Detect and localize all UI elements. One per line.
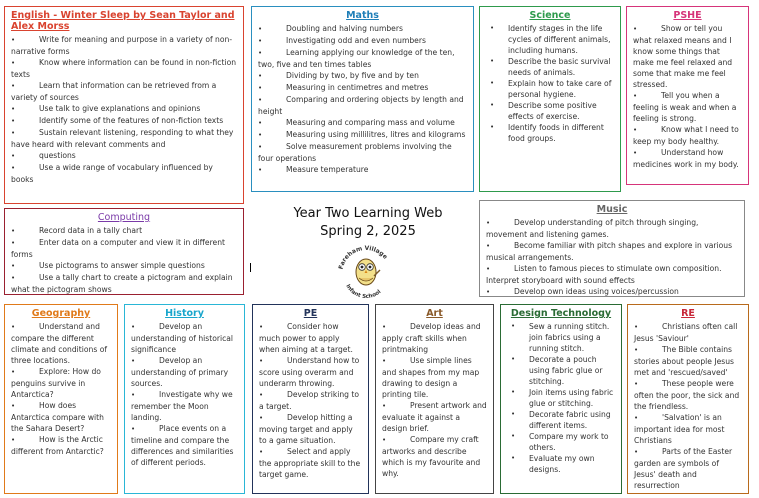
bullet-icon: •	[486, 288, 491, 296]
science-item-text: Describe some positive effects of exercise.	[508, 101, 597, 121]
bullet-icon: •	[11, 436, 16, 444]
pshe-item	[633, 124, 742, 147]
computing-item	[11, 225, 237, 237]
bullet-icon: •	[259, 357, 264, 365]
pshe-title: PSHE	[673, 10, 702, 21]
bullet-icon: •	[490, 123, 495, 131]
maths-item	[258, 164, 467, 176]
art-item	[382, 400, 487, 434]
pe-list	[259, 321, 362, 480]
art-item-text: Compare my craft artworks and describe which is my favourite and why.	[382, 435, 481, 478]
maths-item	[258, 47, 467, 70]
maths-item	[258, 82, 467, 94]
bullet-icon: •	[490, 57, 495, 65]
pe-panel	[252, 304, 369, 494]
geography-item-text: Explore: How do penguins survive in Antarctica?	[11, 367, 101, 399]
dt-panel	[500, 304, 622, 494]
dt-item-text: Decorate fabric using different items.	[529, 410, 611, 430]
bullet-icon: •	[259, 448, 264, 456]
history-item-text: Place events on a timeline and compare the differences and similarities of different periods.	[131, 424, 234, 467]
pshe-list	[633, 23, 742, 170]
english-item	[11, 34, 237, 57]
bullet-icon: •	[634, 346, 639, 354]
music-item	[486, 217, 738, 240]
maths-item-text: Measuring in centimetres and metres	[286, 83, 429, 92]
computing-item-text: Use a tally chart to create a pictogram and explain what the pictogram shows	[11, 273, 233, 294]
re-title: RE	[681, 308, 695, 319]
bullet-icon: •	[131, 425, 136, 433]
bullet-icon: •	[382, 357, 387, 365]
bullet-icon: •	[486, 219, 491, 227]
bullet-icon: •	[258, 143, 263, 151]
english-item	[11, 127, 237, 150]
bullet-icon: •	[259, 414, 264, 422]
music-item	[486, 240, 738, 263]
bullet-icon: •	[11, 164, 16, 172]
bullet-icon: •	[258, 131, 263, 139]
geography-panel	[4, 304, 118, 494]
english-item-text: Use a wide range of vocabulary influenced by books	[11, 163, 213, 184]
computing-item	[11, 272, 237, 295]
pe-item-text: Understand how to score using overarm and underarm throwing.	[259, 356, 360, 388]
english-item-text: Use talk to give explanations and opinions	[39, 104, 201, 113]
bullet-icon: •	[11, 82, 16, 90]
pshe-panel	[626, 6, 749, 185]
science-item	[486, 56, 614, 78]
maths-item-text: Doubling and halving numbers	[286, 24, 403, 33]
bullet-icon: •	[258, 72, 263, 80]
geography-item	[11, 321, 111, 366]
bullet-icon: •	[382, 323, 387, 331]
science-item-text: Identify stages in the life cycles of different animals, including humans.	[508, 24, 611, 55]
maths-item	[258, 129, 467, 141]
bullet-icon: •	[131, 357, 136, 365]
computing-item-text: Record data in a tally chart	[39, 226, 143, 235]
bullet-icon: •	[511, 322, 516, 330]
dt-list	[507, 321, 615, 475]
bullet-icon: •	[258, 49, 263, 57]
page-title: Year Two Learning Web	[293, 206, 443, 221]
pshe-item-text: Tell you when a feeling is weak and when a feeling is strong.	[633, 91, 737, 123]
re-item-text: Parts of the Easter garden are symbols of Jesus' death and resurrection	[634, 447, 733, 490]
bullet-icon: •	[634, 323, 639, 331]
pe-item	[259, 355, 362, 389]
re-item	[634, 378, 742, 412]
science-list	[486, 23, 614, 144]
computing-item-text: Enter data on a computer and view it in different forms	[11, 238, 225, 259]
bullet-icon: •	[633, 92, 638, 100]
maths-item	[258, 141, 467, 164]
bullet-icon: •	[258, 84, 263, 92]
pe-title: PE	[303, 308, 318, 319]
bullet-icon: •	[382, 436, 387, 444]
art-item-text: Develop ideas and apply craft skills when printmaking	[382, 322, 481, 354]
art-item	[382, 355, 487, 400]
english-panel	[4, 6, 244, 204]
maths-item-text: Dividing by two, by five and by ten	[286, 71, 419, 80]
bullet-icon: •	[11, 129, 16, 137]
geography-item-text: How is the Arctic different from Antarctic?	[11, 435, 104, 456]
music-panel	[479, 200, 745, 297]
bullet-icon: •	[11, 152, 16, 160]
re-panel	[627, 304, 749, 494]
music-item-text: Develop understanding of pitch through singing, movement and listening games.	[486, 218, 699, 239]
dt-item	[507, 321, 615, 354]
dt-item	[507, 354, 615, 387]
science-item	[486, 78, 614, 100]
music-title: Music	[596, 204, 628, 215]
science-item	[486, 23, 614, 56]
english-item-text: questions	[39, 151, 76, 160]
dt-item-text: Compare my work to others.	[529, 432, 609, 452]
owl-logo-icon	[334, 240, 398, 298]
bullet-icon: •	[511, 454, 516, 462]
bullet-icon: •	[11, 262, 16, 270]
computing-list	[11, 225, 237, 295]
bullet-icon: •	[11, 368, 16, 376]
dt-item-text: Decorate a pouch using fabric glue or stitching.	[529, 355, 603, 386]
svg-text:Fareham Village: Fareham Village	[337, 244, 389, 271]
re-item	[634, 446, 742, 491]
maths-item	[258, 70, 467, 82]
bullet-icon: •	[11, 105, 16, 113]
geography-item	[11, 366, 111, 400]
dt-title: Design Technology	[510, 308, 612, 319]
computing-panel	[4, 208, 244, 295]
bullet-icon: •	[490, 79, 495, 87]
pe-item	[259, 446, 362, 480]
bullet-icon: •	[490, 24, 495, 32]
english-title: English - Winter Sleep by Sean Taylor and Alex Morss	[11, 10, 235, 32]
art-title: Art	[426, 308, 443, 319]
re-item	[634, 412, 742, 446]
art-item-text: Present artwork and evaluate it against a design brief.	[382, 401, 487, 433]
history-item-text: Investigate why we remember the Moon landing.	[131, 390, 233, 422]
dt-item	[507, 409, 615, 431]
computing-item-text: Use pictograms to answer simple questions	[39, 261, 205, 270]
bullet-icon: •	[11, 227, 16, 235]
history-title: History	[165, 308, 204, 319]
pe-item	[259, 389, 362, 412]
pshe-item-text: Show or tell you what relaxed means and I know some things that make me feel relaxed and some that make me feel stressed.	[633, 24, 733, 89]
computing-item	[11, 237, 237, 260]
dt-item	[507, 453, 615, 475]
science-item-text: Explain how to take care of personal hygiene.	[508, 79, 612, 99]
english-item	[11, 103, 237, 115]
bullet-icon: •	[258, 119, 263, 127]
bullet-icon: •	[11, 274, 16, 282]
bullet-icon: •	[634, 448, 639, 456]
bullet-icon: •	[382, 402, 387, 410]
bullet-icon: •	[634, 414, 639, 422]
bullet-icon: •	[511, 355, 516, 363]
geography-item-text: Understand and compare the different climate and conditions of three locations.	[11, 322, 108, 365]
re-item-text: The Bible contains stories about people Jesus met and 'rescued/saved'	[634, 345, 734, 377]
pe-item-text: Select and apply the appropriate skill to the target game.	[259, 447, 361, 479]
art-item-text: Use simple lines and shapes from my map drawing to design a printing tile.	[382, 356, 480, 399]
bullet-icon: •	[11, 323, 16, 331]
pe-item-text: Develop hitting a moving target and apply to a game situation.	[259, 413, 353, 445]
maths-item	[258, 35, 467, 47]
bullet-icon: •	[511, 432, 516, 440]
maths-title: Maths	[346, 10, 379, 21]
maths-item	[258, 23, 467, 35]
dt-item-text: Join items using fabric glue or stitching.	[529, 388, 614, 408]
history-item-text: Develop an understanding of primary sources.	[131, 356, 229, 388]
art-item	[382, 321, 487, 355]
pshe-item	[633, 23, 742, 90]
maths-item-text: Investigating odd and even numbers	[286, 36, 426, 45]
bullet-icon: •	[259, 323, 264, 331]
history-item-text: Develop an understanding of historical significance	[131, 322, 234, 354]
bullet-icon: •	[11, 36, 16, 44]
bullet-icon: •	[131, 323, 136, 331]
bullet-icon: •	[490, 101, 495, 109]
bullet-icon: •	[11, 402, 16, 410]
english-item	[11, 150, 237, 162]
geography-title: Geography	[31, 308, 91, 319]
pe-item	[259, 412, 362, 446]
bullet-icon: •	[11, 117, 16, 125]
science-title: Science	[529, 10, 571, 21]
english-list	[11, 34, 237, 185]
history-panel	[124, 304, 245, 494]
re-item	[634, 344, 742, 378]
dt-item-text: Evaluate my own designs.	[529, 454, 595, 474]
pe-item	[259, 321, 362, 355]
re-item-text: These people were often the poor, the sick and the friendless.	[634, 379, 740, 411]
bullet-icon: •	[258, 37, 263, 45]
bullet-icon: •	[11, 59, 16, 67]
pshe-item-text: Know what I need to keep my body healthy.	[633, 125, 739, 146]
music-item-text: Listen to famous pieces to stimulate own composition. Interpret storyboard with sound effects	[486, 264, 722, 285]
pe-item-text: Develop striking to a target.	[259, 390, 360, 411]
history-item	[131, 423, 238, 468]
re-item-text: 'Salvation' is an important idea for most Christians	[634, 413, 725, 445]
maths-item	[258, 94, 467, 117]
science-item-text: Describe the basic survival needs of animals.	[508, 57, 611, 77]
bullet-icon: •	[258, 96, 263, 104]
bullet-icon: •	[486, 265, 491, 273]
maths-item-text: Measure temperature	[286, 165, 369, 174]
maths-item-text: Comparing and ordering objects by length and height	[258, 95, 464, 116]
computing-item	[11, 260, 237, 272]
geography-item	[11, 400, 111, 434]
dt-item	[507, 387, 615, 409]
bullet-icon: •	[259, 391, 264, 399]
english-item-text: Learn that information can be retrieved from a variety of sources	[11, 81, 217, 102]
music-item	[486, 263, 738, 286]
geography-item	[11, 434, 111, 457]
bullet-icon: •	[511, 388, 516, 396]
music-item-text: Become familiar with pitch shapes and explore in various musical arrangements.	[486, 241, 733, 262]
geography-list	[11, 321, 111, 457]
computing-title: Computing	[97, 212, 151, 223]
english-item	[11, 115, 237, 127]
english-item-text: Sustain relevant listening, responding to what they have heard with relevant comments and	[11, 128, 234, 149]
music-item-text: Develop own ideas using voices/percussion	[514, 287, 679, 296]
dt-item-text: Sew a running stitch. join fabrics using a running stitch.	[529, 322, 610, 353]
art-panel	[375, 304, 494, 494]
history-item	[131, 355, 238, 389]
geography-item-text: How does Antarctica compare with the Sahara Desert?	[11, 401, 104, 433]
english-item	[11, 80, 237, 103]
bullet-icon: •	[258, 25, 263, 33]
bullet-icon: •	[633, 25, 638, 33]
music-list	[486, 217, 738, 297]
school-logo	[334, 240, 398, 298]
bullet-icon: •	[511, 410, 516, 418]
english-item-text: Know where information can be found in non-fiction texts	[11, 58, 237, 79]
maths-item-text: Solve measurement problems involving the four operations	[258, 142, 452, 163]
history-item	[131, 389, 238, 423]
maths-item-text: Measuring and comparing mass and volume	[286, 118, 455, 127]
english-item-text: Write for meaning and purpose in a variety of non-narrative forms	[11, 35, 233, 56]
history-list	[131, 321, 238, 468]
maths-panel	[251, 6, 474, 192]
science-item	[486, 100, 614, 122]
art-list	[382, 321, 487, 479]
bullet-icon: •	[633, 126, 638, 134]
bullet-icon: •	[633, 149, 638, 157]
english-item	[11, 57, 237, 80]
page-subtitle: Spring 2, 2025	[320, 224, 416, 239]
re-item-text: Christians often call Jesus 'Saviour'	[634, 322, 738, 343]
music-item	[486, 286, 738, 297]
re-item	[634, 321, 742, 344]
bullet-icon: •	[11, 239, 16, 247]
art-item	[382, 434, 487, 479]
science-item	[486, 122, 614, 144]
re-list	[634, 321, 742, 491]
science-item-text: Identify foods in different food groups.	[508, 123, 604, 143]
maths-item-text: Measuring using millilitres, litres and kilograms	[286, 130, 466, 139]
english-item-text: Identify some of the features of non-fiction texts	[39, 116, 224, 125]
bullet-icon: •	[258, 166, 263, 174]
pshe-item-text: Understand how medicines work in my body.	[633, 148, 739, 169]
science-panel	[479, 6, 621, 192]
history-item	[131, 321, 238, 355]
bullet-icon: •	[131, 391, 136, 399]
pshe-item	[633, 147, 742, 170]
text-cursor	[250, 263, 251, 272]
english-item	[11, 162, 237, 185]
maths-item	[258, 117, 467, 129]
bullet-icon: •	[486, 242, 491, 250]
bullet-icon: •	[634, 380, 639, 388]
dt-item	[507, 431, 615, 453]
pe-item-text: Consider how much power to apply when aiming at a target.	[259, 322, 353, 354]
maths-item-text: Learning applying our knowledge of the ten, two, five and ten times tables	[258, 48, 455, 69]
pshe-item	[633, 90, 742, 124]
maths-list	[258, 23, 467, 176]
svg-text:Infant School: Infant School	[344, 283, 383, 298]
